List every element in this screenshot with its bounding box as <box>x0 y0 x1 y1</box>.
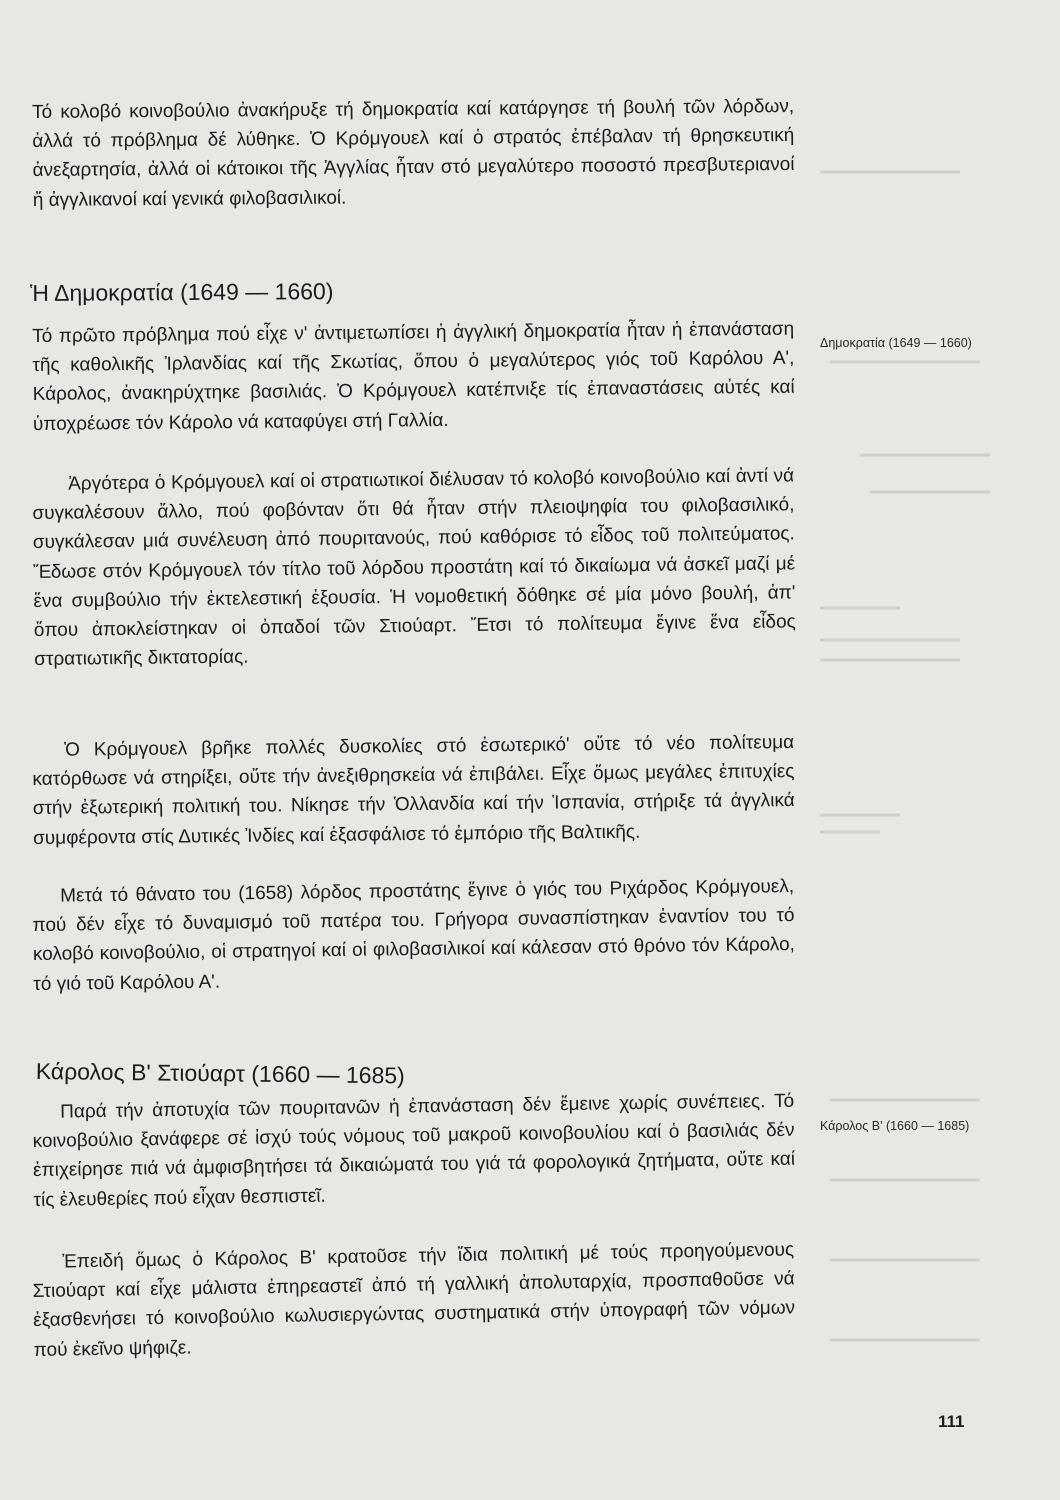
margin-note-democracy: Δημοκρατία (1649 — 1660) <box>820 336 972 350</box>
paragraph-domestic-difficulties: Ὁ Κρόμγουελ βρῆκε πολλές δυσκολίες στό ἐσωτερικό' οὔτε τό νέο πολίτευμα κατόρθωσε νά στηρίξει, οὔτε τήν ἀνεξιθρησκεία νά ἐπιβάλει. Εἶχε ὅμως μεγάλες ἐπιτυχίες στήν ἐξωτερική πολιτική του. Νίκησε τήν Ὁλλανδία καί τήν Ἱσπανία, στήριξε τά ἀγγλικά συμφέροντα στίς Δυτικές Ἰνδίες καί ἐξασφάλισε τό ἐμπόριο τῆς Βαλτικῆς. <box>32 732 795 849</box>
margin-note-charles2: Κάρολος Β' (1660 — 1685) <box>820 1119 970 1133</box>
paragraph-charles2-policy: Ἐπειδή ὅμως ὁ Κάρολος Β' κρατοῦσε τήν ἴδια πολιτική μέ τούς προηγούμενους Στιούαρτ καί εἶχε μάλιστα ἐπηρεαστεῖ ἀπό τή γαλλική ἀπολυταρχία, προσπαθοῦσε νά ἐξασθενήσει τό κοινοβούλιο κωλυσιεργώντας συστηματικά στήν ὑπογραφή τῶν νόμων πού ἐκεῖνο ψήφιζε. <box>32 1239 796 1361</box>
page-number: 111 <box>938 1412 965 1431</box>
paragraph-abolition: Τό κολοβό κοινοβούλιο ἀνακήρυξε τή δημοκρατία καί κατάργησε τή βουλή τῶν λόρδων, ἀλλά τό πρόβλημα δέ λύθηκε. Ὁ Κρόμγουελ καί ὁ στρατός ἐπέβαλαν τή θρησκευτική ἀνεξαρτησία, ἀλλά οἱ κάτοικοι τῆς Ἀγγλίας ἦταν στό μεγαλύτερο ποσοστό πρεσβυτεριανοί ἤ ἀγγλικανοί καί γενικά φιλοβασιλικοί. <box>32 96 795 211</box>
paragraph-first-problem: Τό πρῶτο πρόβλημα πού εἶχε ν' ἀντιμετωπίσει ἡ ἀγγλική δημοκρατία ἦταν ἡ ἐπανάσταση τῆς καθολικῆς Ἰρλανδίας καί τῆς Σκωτίας, ὅπου ὁ μεγαλύτερος γιός τοῦ Καρόλου Α', Κάρολος, ἀνακηρύχτηκε βασιλιάς. Ὁ Κρόμγουελ κατέπνιξε τίς ἐπαναστάσεις αὐτές καί ὑποχρέωσε τόν Κάρολο νά καταφύγει στή Γαλλία. <box>32 318 795 435</box>
section-heading-charles2: Κάρολος Β' Στιούαρτ (1660 — 1685) <box>35 1058 405 1089</box>
paragraph-richard-cromwell: Μετά τό θάνατο του (1658) λόρδος προστάτης ἔγινε ὁ γιός του Ριχάρδος Κρόμγουελ, πού δέν εἶχε τό δυναμισμό τοῦ πατέρα του. Γρήγορα συνασπίστηκαν ἐναντίον του τό κολοβό κοινοβούλιο, οἱ στρατηγοί καί οἱ φιλοβασιλικοί καί κάλεσαν στό θρόνο τόν Κάρολο, τό γιό τοῦ Καρόλου Α'. <box>32 876 796 995</box>
section-heading-democracy: Ἡ Δημοκρατία (1649 — 1660) <box>30 278 334 306</box>
paragraph-consequences: Παρά τήν ἀποτυχία τῶν πουριτανῶν ἡ ἐπανάσταση δέν ἔμεινε χωρίς συνέπειες. Τό κοινοβούλιο ξανάφερε σέ ἰσχύ τούς νόμους τοῦ μακροῦ κοινοβουλίου καί ὁ βασιλιάς δέν ἐπιχείρησε πιά νά ἀμφισβητήσει τά δικαιώματά του γιά τά φορολογικά ζητήματα, οὔτε καί τίς ἐλευθερίες πού εἶχαν θεσπιστεῖ. <box>32 1090 796 1211</box>
paragraph-dissolution: Ἀργότερα ὁ Κρόμγουελ καί οἱ στρατιωτικοί διέλυσαν τό κολοβό κοινοβούλιο καί ἀντί νά συγκαλέσουν ἄλλο, πού φοβόνταν ὅτι θά ἦταν στήν πλειοψηφία του φιλοβασιλικό, συγκάλεσαν μιά συνέλευση ἀπό πουριτανούς, πού καθόρισε τό εἶδος τοῦ πολιτεύματος. Ἔδωσε στόν Κρόμγουελ τόν τίτλο τοῦ λόρδου προστάτη καί τό δικαίωμα νά ἀσκεῖ μαζί μέ ἕνα συμβούλιο τήν ἐκτελεστική ἐξουσία. Ἡ νομοθετική δόθηκε σέ μία μόνο βουλή, ἀπ' ὅπου ἀποκλείστηκαν οἱ ὀπαδοί τῶν Στιούαρτ. Ἔτσι τό πολίτευμα ἔγινε ἕνα εἶδος στρατιωτικῆς δικτατορίας. <box>32 465 796 671</box>
